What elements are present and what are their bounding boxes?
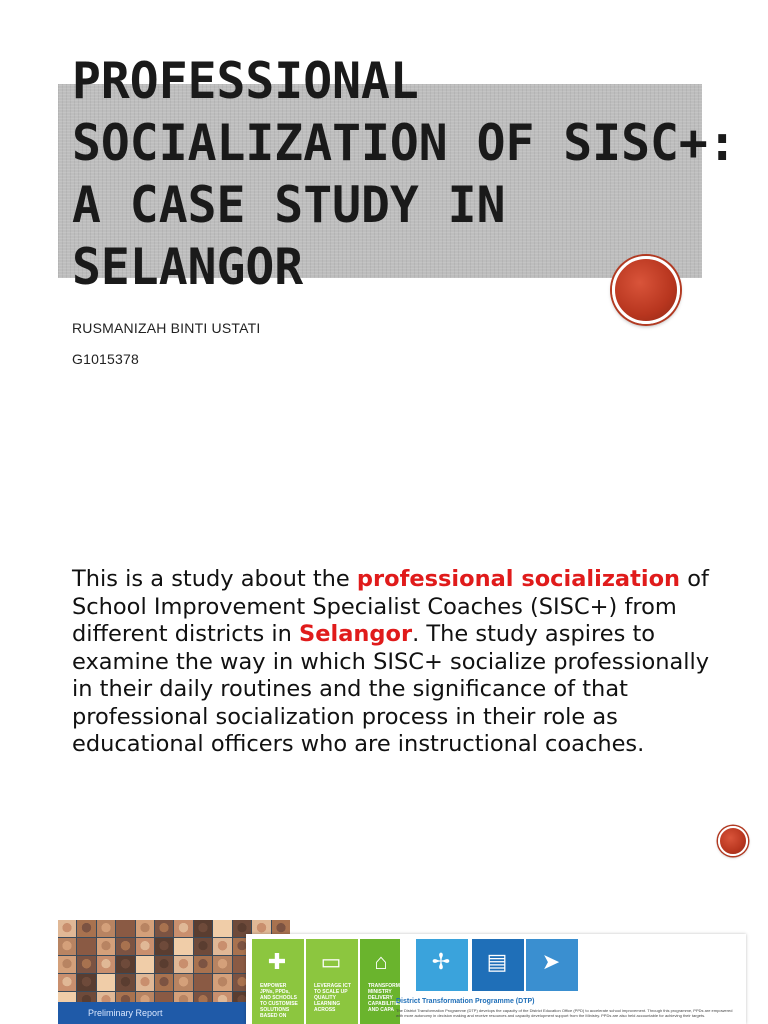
photo-cell xyxy=(136,920,154,937)
photo-cell xyxy=(174,920,192,937)
title-line-1: PROFESSIONAL xyxy=(72,52,419,110)
photo-cell xyxy=(194,956,212,973)
dtp-infographic xyxy=(246,934,746,1024)
tile-money xyxy=(472,939,524,991)
photo-cell xyxy=(136,974,154,991)
author-name: RUSMANIZAH BINTI USTATI xyxy=(72,320,261,336)
highlight-selangor: Selangor xyxy=(299,621,413,647)
photo-cell xyxy=(213,956,231,973)
money-icon: ▤ xyxy=(486,949,508,974)
tile-transform xyxy=(360,939,403,1024)
description-text-3: . The study aspires to examine the way in which SISC+ socialize professionally in their daily routines and the significance of that professional socialization process in their role as educational officers who are instructional coaches. xyxy=(72,621,710,757)
decorative-circle-small-icon xyxy=(718,826,748,856)
photo-cell xyxy=(194,974,212,991)
title-line-2: SOCIALIZATION OF SISC+: xyxy=(72,114,737,172)
dtp-title: District Transformation Programme (DTP) xyxy=(396,998,535,1005)
highlight-professional-socialization: professional socialization xyxy=(356,566,681,592)
title-line-3: A CASE STUDY IN xyxy=(72,176,506,234)
tile-plane xyxy=(526,939,578,991)
report-label: Preliminary Report xyxy=(58,1002,290,1024)
photo-cell xyxy=(97,974,115,991)
laptop-icon: ▭ xyxy=(320,949,342,974)
photo-cell xyxy=(97,920,115,937)
study-description xyxy=(72,566,712,759)
photo-cell xyxy=(97,956,115,973)
description-text-2: of School Improvement Specialist Coaches (SISC+) from different districts in xyxy=(72,566,709,647)
photo-cell xyxy=(213,974,231,991)
description-text-1: This is a study about the xyxy=(72,566,357,592)
photo-cell xyxy=(174,974,192,991)
photo-cell xyxy=(116,938,134,955)
photo-cell xyxy=(174,938,192,955)
photo-cell xyxy=(77,974,95,991)
decorative-circle-icon xyxy=(612,256,680,324)
tile-transform-text: TRANSFORM MINISTRY DELIVERY CAPABILITIES AND CAPA xyxy=(368,983,403,1013)
photo-cell xyxy=(97,938,115,955)
building-icon: ⌂ xyxy=(374,949,388,974)
photo-cell xyxy=(77,920,95,937)
photo-cell xyxy=(116,920,134,937)
student-id: G1015378 xyxy=(72,351,139,367)
photo-cell xyxy=(58,974,76,991)
photo-cell xyxy=(58,938,76,955)
title-line-4: SELANGOR xyxy=(72,238,304,296)
tile-people xyxy=(416,939,468,991)
photo-cell xyxy=(77,938,95,955)
photo-cell xyxy=(213,938,231,955)
photo-cell xyxy=(155,956,173,973)
photo-cell xyxy=(213,920,231,937)
people-network-icon: ✢ xyxy=(431,949,451,974)
paper-plane-icon: ➤ xyxy=(541,949,561,974)
photo-cell xyxy=(155,920,173,937)
photo-cell xyxy=(58,920,76,937)
tile-empower xyxy=(252,939,304,1024)
photo-cell xyxy=(77,956,95,973)
puzzle-icon: ✚ xyxy=(267,949,287,974)
tile-empower-text: EMPOWER JPNs, PPDs, AND SCHOOLS TO CUSTOMISE SOLUTIONS BASED ON xyxy=(260,983,298,1019)
photo-cell xyxy=(174,956,192,973)
photo-cell xyxy=(136,938,154,955)
photo-cell xyxy=(116,956,134,973)
photo-cell xyxy=(116,974,134,991)
tile-leverage xyxy=(306,939,358,1024)
tile-leverage-text: LEVERAGE ICT TO SCALE UP QUALITY LEARNING ACROSS xyxy=(314,983,351,1013)
dtp-text: The District Transformation Programme (DTP) develops the capacity of the District Education Office (PPD) to accelerate school improvement. Through this programme, PPDs are empowered with more autonomy in decision making and receive resources and capacity development support from the Ministry. PPDs are also held accountable for achieving their targets. xyxy=(396,1008,733,1018)
photo-cell xyxy=(58,956,76,973)
photo-cell xyxy=(136,956,154,973)
photo-cell xyxy=(194,938,212,955)
photo-cell xyxy=(155,938,173,955)
slide-title xyxy=(72,50,737,298)
photo-cell xyxy=(194,920,212,937)
photo-cell xyxy=(155,974,173,991)
